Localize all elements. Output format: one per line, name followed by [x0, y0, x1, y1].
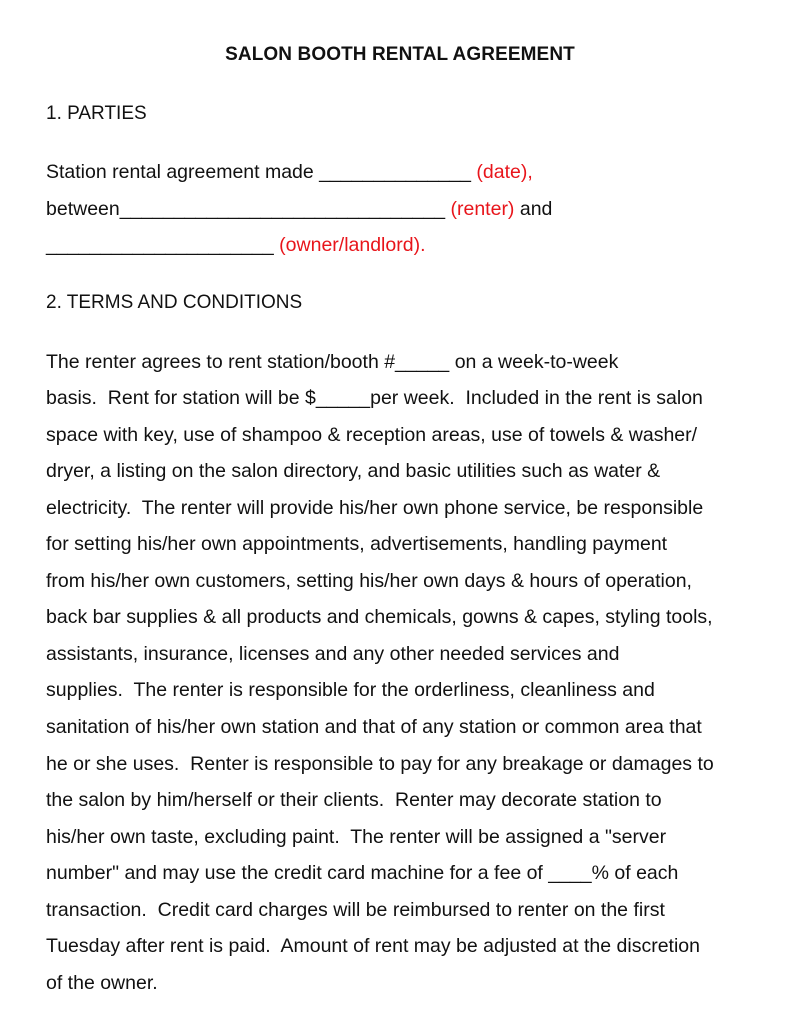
terms-line: his/her own taste, excluding paint. The renter will be assigned a "server: [46, 826, 667, 848]
terms-line: from his/her own customers, setting his/her own days & hours of operation,: [46, 570, 692, 592]
section-heading-parties: 1. PARTIES: [46, 103, 147, 124]
terms-line: back bar supplies & all products and chemicals, gowns & capes, styling tools,: [46, 606, 713, 628]
terms-line: assistants, insurance, licenses and any other needed services and: [46, 643, 620, 665]
terms-line: sanitation of his/her own station and that of any station or common area that: [46, 716, 702, 738]
parties-line-owner: [46, 233, 426, 257]
parties-line-owner-text: _____________________: [46, 234, 280, 256]
terms-line: dryer, a listing on the salon directory, and basic utilities such as water &: [46, 460, 661, 482]
parties-line-renter-after: and: [514, 198, 553, 220]
date-placeholder-label: (date),: [476, 161, 533, 183]
terms-line: of the owner.: [46, 972, 158, 994]
owner-placeholder-label: (owner/landlord).: [279, 234, 426, 256]
terms-line: he or she uses. Renter is responsible to pay for any breakage or damages to: [46, 753, 714, 775]
terms-line: for setting his/her own appointments, advertisements, handling payment: [46, 533, 668, 555]
terms-line: transaction. Credit card charges will be reimbursed to renter on the first: [46, 899, 665, 921]
section-heading-terms: 2. TERMS AND CONDITIONS: [46, 292, 303, 313]
document-title: SALON BOOTH RENTAL AGREEMENT: [225, 44, 575, 65]
terms-line: number" and may use the credit card machine for a fee of ____% of each: [46, 862, 679, 884]
parties-line-renter: [46, 197, 552, 221]
terms-line: basis. Rent for station will be $_____per week. Included in the rent is salon: [46, 387, 703, 409]
terms-line: The renter agrees to rent station/booth #_____ on a week-to-week: [46, 351, 619, 373]
parties-line-date: [46, 160, 533, 184]
parties-line-date-text: Station rental agreement made ______________: [46, 161, 477, 183]
terms-line: space with key, use of shampoo & reception areas, use of towels & washer/: [46, 424, 698, 446]
parties-line-renter-text: between______________________________: [46, 198, 451, 220]
terms-line: the salon by him/herself or their clients. Renter may decorate station to: [46, 789, 662, 811]
terms-line: supplies. The renter is responsible for the orderliness, cleanliness and: [46, 679, 655, 701]
renter-placeholder-label: (renter): [450, 198, 515, 220]
terms-line: Tuesday after rent is paid. Amount of rent may be adjusted at the discretion: [46, 935, 700, 957]
terms-line: electricity. The renter will provide his/her own phone service, be responsible: [46, 497, 704, 519]
